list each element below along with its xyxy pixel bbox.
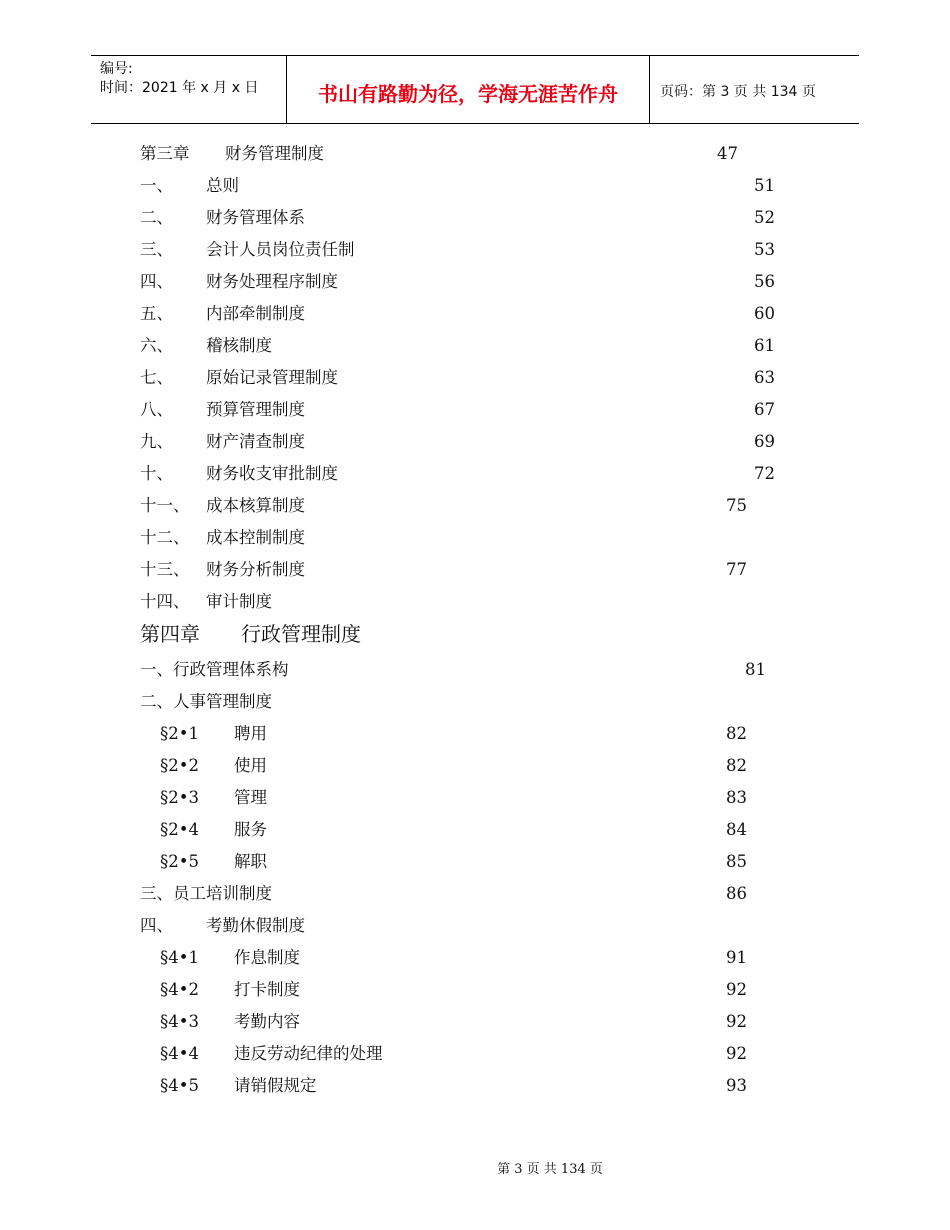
toc-page: 69 [754,432,775,451]
toc-row[interactable] [140,914,840,938]
toc-number: §2•5 [160,852,199,871]
toc-page: 92 [726,980,747,999]
toc-page: 72 [754,464,775,483]
toc-title: 总则 [206,176,239,195]
toc-page: 86 [726,884,747,903]
toc-row[interactable] [140,238,840,262]
toc-row[interactable] [140,882,840,906]
toc-row[interactable] [140,206,840,230]
toc-chapter-row[interactable] [140,621,840,645]
toc-page: 60 [754,304,775,323]
toc-number: §2•3 [160,788,199,807]
toc-number: 第三章 [140,144,190,163]
toc-number: 六、 [140,336,173,355]
toc-number: 三、 [140,240,173,259]
toc-page: 51 [754,176,775,195]
toc-page: 75 [726,496,747,515]
toc-number: 十三、 [140,560,190,579]
toc-number: 四、 [140,272,173,291]
toc-title: 服务 [234,820,267,839]
toc-title: 使用 [234,756,267,775]
toc-title: 内部牵制制度 [206,304,305,323]
toc-title: 管理 [234,788,267,807]
doc-number-label: 编号: [100,61,133,77]
toc-title: 原始记录管理制度 [206,368,338,387]
toc-page: 77 [726,560,747,579]
page-footer [0,1158,950,1177]
toc-number: §4•4 [160,1044,199,1063]
toc-title: 财务收支审批制度 [206,464,338,483]
toc-number: 十一、 [140,496,190,515]
toc-title: 打卡制度 [234,980,300,999]
toc-number: 十二、 [140,528,190,547]
toc-title: 考勤内容 [234,1012,300,1031]
toc-row[interactable] [140,462,840,486]
toc-number: 一、 [140,176,173,195]
toc-title: 稽核制度 [206,336,272,355]
toc-title: 财务管理体系 [206,208,305,227]
toc-row[interactable] [160,1042,840,1066]
toc-number: 九、 [140,432,173,451]
header-page-cell [650,56,859,123]
toc-title: 财务管理制度 [225,144,324,163]
toc-number: §4•1 [160,948,199,967]
header-page-info: 页码：第 3 页 共 134 页 [660,84,816,100]
toc-number: 一、行政管理体系构 [140,660,289,679]
doc-time-label: 时间：2021 年 x 月 x 日 [100,80,259,96]
toc-number: 五、 [140,304,173,323]
toc-number: 十四、 [140,592,190,611]
toc-page: 82 [726,724,747,743]
page-header [91,55,859,124]
toc-title: 行政管理制度 [241,622,361,646]
toc-row[interactable] [140,558,840,582]
toc-row[interactable] [140,334,840,358]
toc-row[interactable] [160,722,840,746]
toc-title: 作息制度 [234,948,300,967]
toc-number: §2•1 [160,724,199,743]
toc-row[interactable] [140,494,840,518]
header-motto-cell [287,56,650,123]
toc-title: 审计制度 [206,592,272,611]
toc-page: 47 [717,144,738,163]
toc-number: 七、 [140,368,173,387]
toc-number: §2•2 [160,756,199,775]
toc-row[interactable] [160,978,840,1002]
toc-title: 解职 [234,852,267,871]
header-meta-cell [91,56,287,123]
toc-row[interactable] [140,174,840,198]
toc-row[interactable] [160,850,840,874]
toc-title: 违反劳动纪律的处理 [234,1044,383,1063]
toc-number: 二、人事管理制度 [140,692,272,711]
toc-title: 会计人员岗位责任制 [206,240,355,259]
toc-title: 财务处理程序制度 [206,272,338,291]
toc-title: 聘用 [234,724,267,743]
toc-page: 53 [754,240,775,259]
toc-row[interactable] [160,946,840,970]
toc-number: 第四章 [140,622,200,646]
toc-row[interactable] [140,690,840,714]
toc-row[interactable] [140,142,840,166]
toc-title: 考勤休假制度 [206,916,305,935]
toc-row[interactable] [140,302,840,326]
toc-row[interactable] [140,270,840,294]
toc-page: 82 [726,756,747,775]
toc-page: 84 [726,820,747,839]
toc-row[interactable] [140,526,840,550]
toc-title: 预算管理制度 [206,400,305,419]
toc-title: 成本核算制度 [206,496,305,515]
toc-page: 63 [754,368,775,387]
toc-page: 61 [754,336,775,355]
toc-title: 财务分析制度 [206,560,305,579]
toc-number: 四、 [140,916,173,935]
toc-title: 财产清查制度 [206,432,305,451]
toc-row[interactable] [140,366,840,390]
toc-row[interactable] [140,590,840,614]
toc-page: 56 [754,272,775,291]
toc-row[interactable] [160,818,840,842]
header-motto: 书山有路勤为径，学海无涯苦作舟 [318,82,618,106]
toc-number: 三、员工培训制度 [140,884,272,903]
toc-page: 91 [726,948,747,967]
toc-row[interactable] [140,398,840,422]
toc-number: 八、 [140,400,173,419]
toc-page: 92 [726,1044,747,1063]
toc-number: 十、 [140,464,173,483]
toc-page: 93 [726,1076,747,1095]
toc-title: 成本控制制度 [206,528,305,547]
toc-number: §4•5 [160,1076,199,1095]
toc-row[interactable] [160,786,840,810]
toc-number: §2•4 [160,820,199,839]
toc-row[interactable] [140,430,840,454]
toc-page: 52 [754,208,775,227]
toc-number: 二、 [140,208,173,227]
toc-page: 67 [754,400,775,419]
toc-row[interactable] [160,1010,840,1034]
toc-row[interactable] [160,1074,840,1098]
toc-page: 92 [726,1012,747,1031]
toc-number: §4•2 [160,980,199,999]
toc-page: 85 [726,852,747,871]
toc-title: 请销假规定 [234,1076,317,1095]
toc-row[interactable] [140,658,840,682]
footer-page-number: 第 3 页 共 134 页 [497,1162,603,1177]
toc-page: 81 [745,660,766,679]
toc-page: 83 [726,788,747,807]
toc-number: §4•3 [160,1012,199,1031]
toc-row[interactable] [160,754,840,778]
